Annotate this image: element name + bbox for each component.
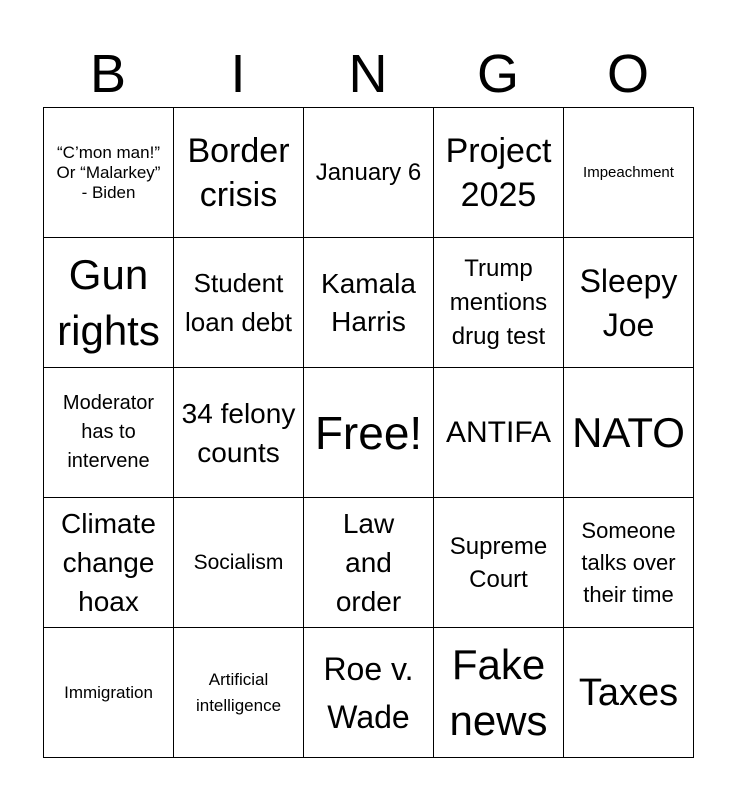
bingo-card: [43, 107, 694, 758]
bingo-cell[interactable]: [174, 238, 304, 368]
cell-text: Student loan debt: [185, 267, 292, 337]
cell-text: Border crisis: [187, 131, 290, 214]
cell-text: Impeachment: [583, 163, 674, 181]
cell-text: Taxes: [578, 671, 679, 714]
bingo-cell[interactable]: [564, 238, 694, 368]
header-letter-i: I: [230, 44, 246, 104]
free-space[interactable]: [304, 368, 434, 498]
cell-text: Supreme Court: [449, 532, 548, 593]
bingo-cell[interactable]: [174, 368, 304, 498]
cell-text: Moderator has to intervene: [62, 392, 155, 472]
bingo-cell[interactable]: [174, 628, 304, 758]
header-letter-g: G: [476, 44, 519, 104]
cell-text: Artificial intelligence: [195, 669, 282, 715]
cell-text: Someone talks over their time: [581, 517, 676, 607]
bingo-cell[interactable]: [564, 628, 694, 758]
cell-text: Climate change hoax: [61, 508, 156, 617]
cell-text: 34 felony counts: [181, 397, 296, 468]
cell-text: Project 2025: [445, 131, 552, 214]
bingo-cell[interactable]: [304, 108, 434, 238]
cell-text: Fake news: [449, 640, 548, 744]
cell-text: “C’mon man!” Or “Malarkey” - Biden: [56, 142, 161, 202]
header-letter-b: B: [89, 44, 127, 104]
bingo-cell[interactable]: [434, 108, 564, 238]
bingo-cell[interactable]: [434, 368, 564, 498]
cell-text: Trump mentions drug test: [449, 254, 548, 350]
cell-text: Free!: [314, 406, 423, 459]
bingo-cell[interactable]: [44, 498, 174, 628]
cell-text: Immigration: [64, 682, 153, 702]
cell-text: January 6: [315, 158, 422, 186]
cell-text: Roe v. Wade: [323, 650, 414, 735]
bingo-header: [43, 40, 693, 108]
bingo-cell[interactable]: [44, 238, 174, 368]
cell-text: ANTIFA: [445, 415, 551, 449]
bingo-cell[interactable]: [564, 368, 694, 498]
cell-text: Socialism: [193, 550, 284, 574]
bingo-cell[interactable]: [434, 238, 564, 368]
bingo-cell[interactable]: [564, 498, 694, 628]
bingo-cell[interactable]: [44, 368, 174, 498]
cell-text: Sleepy Joe: [579, 262, 678, 343]
bingo-cell[interactable]: [434, 498, 564, 628]
cell-text: Law and order: [335, 508, 402, 617]
cell-text: Kamala Harris: [321, 267, 416, 337]
header-letter-n: N: [348, 44, 388, 104]
bingo-cell[interactable]: [304, 628, 434, 758]
bingo-cell[interactable]: [44, 108, 174, 238]
bingo-cell[interactable]: [434, 628, 564, 758]
cell-text: NATO: [572, 408, 685, 456]
bingo-cell[interactable]: [304, 498, 434, 628]
bingo-cell[interactable]: [304, 238, 434, 368]
bingo-cell[interactable]: [174, 108, 304, 238]
cell-text: Gun rights: [57, 250, 160, 354]
bingo-cell[interactable]: [174, 498, 304, 628]
header-letter-o: O: [606, 44, 649, 104]
bingo-cell[interactable]: [44, 628, 174, 758]
bingo-cell[interactable]: [564, 108, 694, 238]
